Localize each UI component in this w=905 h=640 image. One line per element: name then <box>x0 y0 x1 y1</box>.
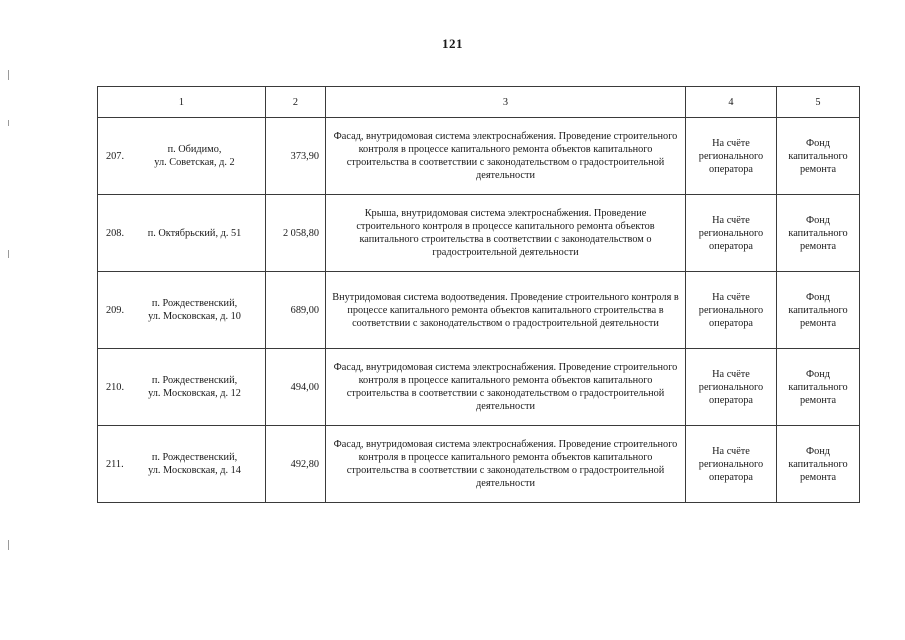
funding-source-cell: Фонд капитального ремонта <box>777 349 860 426</box>
scan-artifact <box>8 120 9 126</box>
description-cell: Фасад, внутридомовая система электроснабжения. Проведение строительного контроля в процессе капитального ремонта объектов капитального строительства в соответствии с законодательством о градостроительной деятельности <box>326 426 686 503</box>
funding-source-cell: Фонд капитального ремонта <box>777 272 860 349</box>
address-cell <box>98 118 266 195</box>
row-number: 211. <box>106 458 124 470</box>
area-cell: 492,80 <box>266 426 326 503</box>
address-text: п. Обидимо, ул. Советская, д. 2 <box>154 144 235 168</box>
account-cell: На счёте регионального оператора <box>686 349 777 426</box>
description-cell: Крыша, внутридомовая система электроснабжения. Проведение строительного контроля в процессе капитального ремонта объектов капитального строительства в соответствии с законодательством о градостроительной деятельности <box>326 195 686 272</box>
address-cell <box>98 426 266 503</box>
funding-source-cell: Фонд капитального ремонта <box>777 426 860 503</box>
page-number: 121 <box>442 36 463 51</box>
address-cell <box>98 349 266 426</box>
header-col-3: 3 <box>326 87 686 118</box>
header-col-4: 4 <box>686 87 777 118</box>
table-header-row <box>98 87 860 118</box>
row-number: 207. <box>106 150 125 162</box>
scan-artifact <box>8 540 9 550</box>
header-col-1: 1 <box>98 87 266 118</box>
address-text: п. Рождественский, ул. Московская, д. 14 <box>148 452 241 476</box>
area-cell: 373,90 <box>266 118 326 195</box>
account-cell: На счёте регионального оператора <box>686 195 777 272</box>
description-cell: Фасад, внутридомовая система электроснабжения. Проведение строительного контроля в процессе капитального ремонта объектов капитального строительства в соответствии с законодательством о градостроительной деятельности <box>326 349 686 426</box>
table-row <box>98 426 860 503</box>
address-text: п. Рождественский, ул. Московская, д. 12 <box>148 375 241 399</box>
address-text: п. Октябрьский, д. 51 <box>147 227 242 239</box>
header-col-5: 5 <box>777 87 860 118</box>
address-text: п. Рождественский, ул. Московская, д. 10 <box>148 298 241 322</box>
area-cell: 494,00 <box>266 349 326 426</box>
scan-artifact <box>8 250 9 258</box>
area-cell: 2 058,80 <box>266 195 326 272</box>
account-cell: На счёте регионального оператора <box>686 272 777 349</box>
address-cell <box>98 195 266 272</box>
table-row <box>98 349 860 426</box>
funding-source-cell: Фонд капитального ремонта <box>777 195 860 272</box>
account-cell: На счёте регионального оператора <box>686 426 777 503</box>
description-cell: Внутридомовая система водоотведения. Проведение строительного контроля в процессе капитального ремонта объектов капитального строительства в соответствии с законодательством о градостроительной деятельности <box>326 272 686 349</box>
table-row <box>98 118 860 195</box>
works-table <box>97 86 860 503</box>
table-row <box>98 195 860 272</box>
funding-source-cell: Фонд капитального ремонта <box>777 118 860 195</box>
row-number: 210. <box>106 381 125 393</box>
table-row <box>98 272 860 349</box>
account-cell: На счёте регионального оператора <box>686 118 777 195</box>
description-cell: Фасад, внутридомовая система электроснабжения. Проведение строительного контроля в процессе капитального ремонта объектов капитального строительства в соответствии с законодательством о градостроительной деятельности <box>326 118 686 195</box>
row-number: 208. <box>106 227 125 239</box>
header-col-2: 2 <box>266 87 326 118</box>
address-cell <box>98 272 266 349</box>
scan-artifact <box>8 70 9 80</box>
row-number: 209. <box>106 304 125 316</box>
area-cell: 689,00 <box>266 272 326 349</box>
